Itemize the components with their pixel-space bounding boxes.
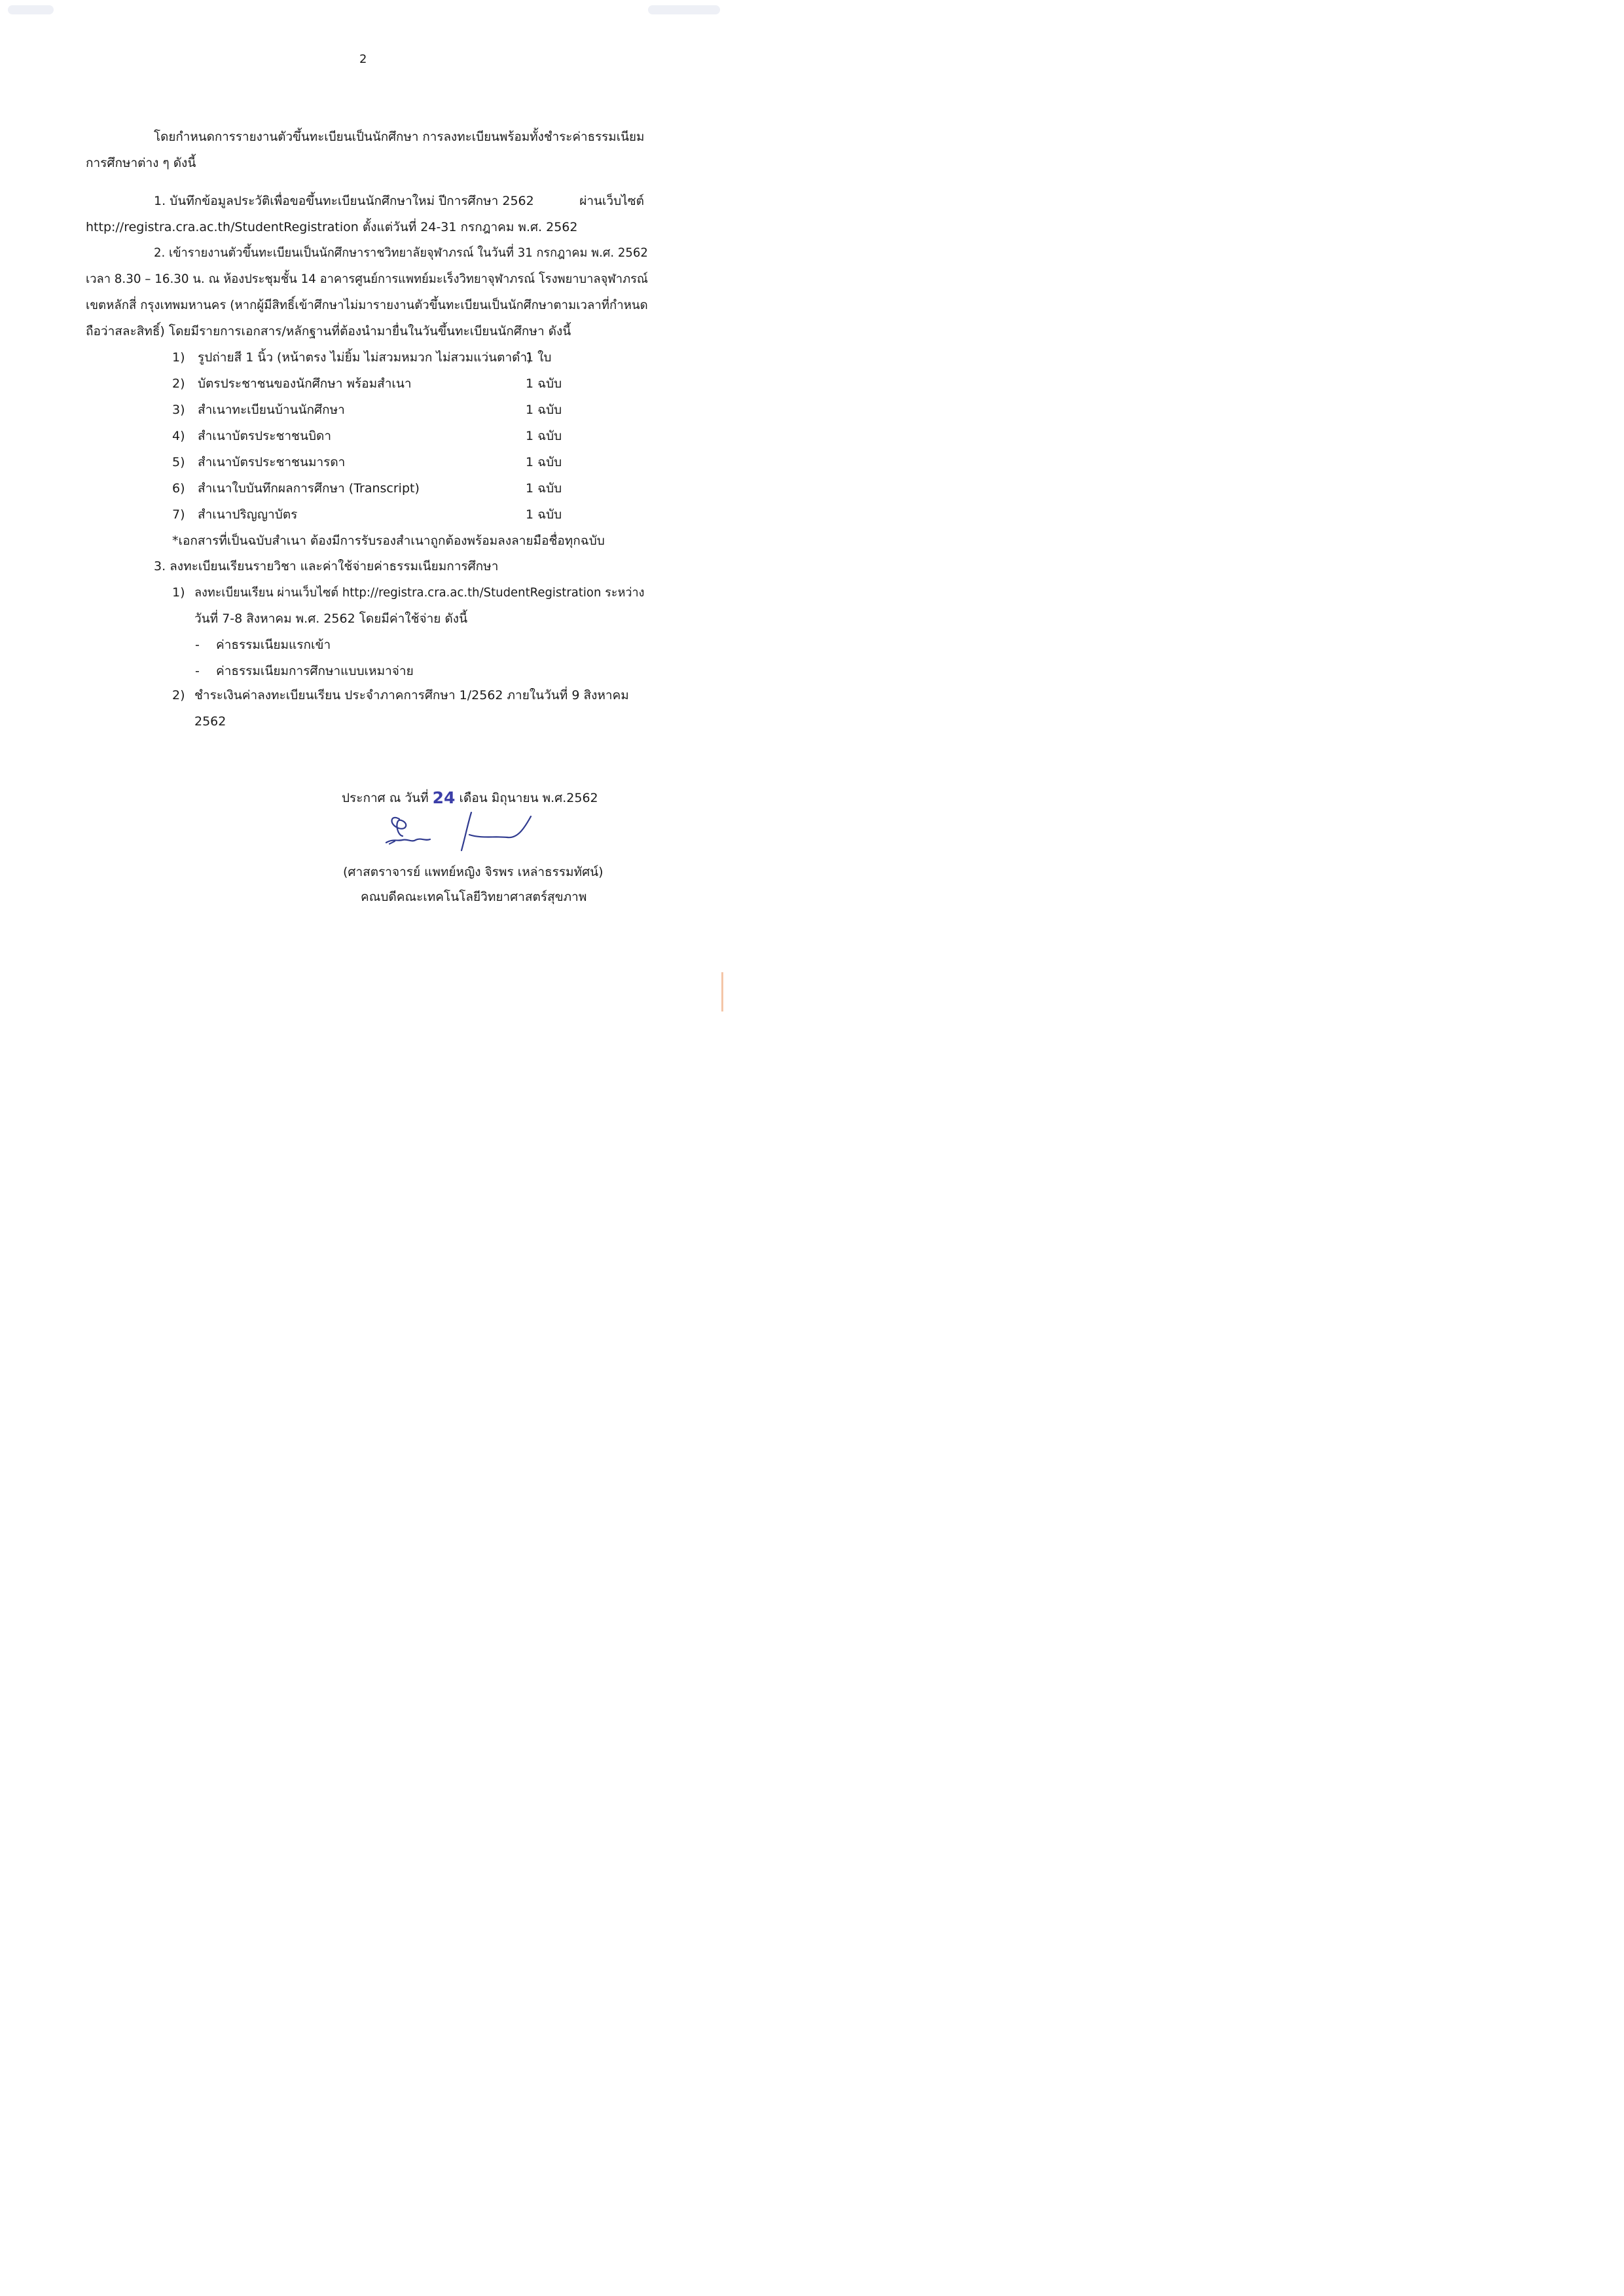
document-quantity: 1 ฉบับ (526, 403, 562, 417)
item-3-heading: 3. ลงทะเบียนเรียนรายวิชา และค่าใช้จ่ายค่าธรรมเนียมการศึกษา (154, 559, 499, 574)
fee-bullet: - (195, 638, 200, 652)
document-name: สำเนาปริญญาบัตร (198, 507, 298, 522)
item-1-website-label: ผ่านเว็บไซต์ (579, 194, 644, 208)
item-3-sub-1-number: 1) (172, 585, 185, 600)
document-quantity: 1 ฉบับ (526, 376, 562, 391)
announcement-prefix: ประกาศ ณ วันที่ (342, 791, 429, 805)
document-quantity: 1 ฉบับ (526, 429, 562, 443)
item-1-line-1 (154, 195, 644, 208)
announcement-day: 24 (432, 788, 456, 807)
copy-certification-note: *เอกสารที่เป็นฉบับสำเนา ต้องมีการรับรองสำเนาถูกต้องพร้อมลงลายมือชื่อทุกฉบับ (172, 534, 605, 548)
document-name: สำเนาทะเบียนบ้านนักศึกษา (198, 403, 345, 417)
intro-line-1: โดยกำหนดการรายงานตัวขึ้นทะเบียนเป็นนักศึกษา การลงทะเบียนพร้อมทั้งชำระค่าธรรมเนียม (154, 130, 645, 144)
announcement-month-year: เดือน มิถุนายน พ.ศ.2562 (459, 791, 598, 805)
document-quantity: 1 ฉบับ (526, 455, 562, 469)
document-name: สำเนาบัตรประชาชนมารดา (198, 455, 346, 469)
document-name: รูปถ่ายสี 1 นิ้ว (หน้าตรง ไม่ยิ้ม ไม่สวมหมวก ไม่สวมแว่นตาดำ) (198, 350, 532, 365)
intro-line-2: การศึกษาต่าง ๆ ดังนี้ (86, 156, 196, 170)
document-quantity: 1 ฉบับ (526, 481, 562, 496)
document-name: บัตรประชาชนของนักศึกษา พร้อมสำเนา (198, 376, 412, 391)
item-2-line-3: เขตหลักสี่ กรุงเทพมหานคร (หากผู้มีสิทธิ์เข้าศึกษาไม่มารายงานตัวขึ้นทะเบียนเป็นนักศึกษาตามเวลาที่กำหนด (86, 298, 648, 312)
signatory-title: คณบดีคณะเทคโนโลยีวิทยาศาสตร์สุขภาพ (361, 890, 587, 904)
item-3-sub-2-number: 2) (172, 688, 185, 702)
scan-edge-mark (721, 972, 723, 1011)
item-3-sub-2-line-2: 2562 (194, 714, 226, 729)
handwritten-signature (383, 810, 533, 854)
document-number: 2) (172, 376, 185, 391)
document-number: 7) (172, 507, 185, 522)
document-quantity: 1 ใบ (526, 350, 552, 365)
item-3-sub-2-line-1: ชำระเงินค่าลงทะเบียนเรียน ประจำภาคการศึกษา 1/2562 ภายในวันที่ 9 สิงหาคม (194, 688, 629, 702)
scan-smudge (648, 5, 720, 14)
item-2-line-1: 2. เข้ารายงานตัวขึ้นทะเบียนเป็นนักศึกษาราชวิทยาลัยจุฬาภรณ์ ในวันที่ 31 กรกฎาคม พ.ศ. 2562 (154, 246, 648, 260)
page-number: 2 (359, 52, 367, 66)
item-2-line-4: ถือว่าสละสิทธิ์) โดยมีรายการเอกสาร/หลักฐานที่ต้องนำมายื่นในวันขึ้นทะเบียนนักศึกษา ดังนี้ (86, 324, 571, 338)
document-number: 3) (172, 403, 185, 417)
item-1-text: 1. บันทึกข้อมูลประวัติเพื่อขอขึ้นทะเบียนนักศึกษาใหม่ ปีการศึกษา 2562 (154, 194, 534, 208)
scan-smudge (8, 5, 54, 14)
fee-item: ค่าธรรมเนียมการศึกษาแบบเหมาจ่าย (216, 664, 414, 678)
item-1-line-2: http://registra.cra.ac.th/StudentRegistration ตั้งแต่วันที่ 24-31 กรกฎาคม พ.ศ. 2562 (86, 220, 578, 234)
item-3-sub-1-line-1: ลงทะเบียนเรียน ผ่านเว็บไซต์ http://registra.cra.ac.th/StudentRegistration ระหว่าง (194, 585, 645, 600)
document-page (0, 0, 727, 1029)
document-number: 5) (172, 455, 185, 469)
document-number: 1) (172, 350, 185, 365)
document-quantity: 1 ฉบับ (526, 507, 562, 522)
fee-item: ค่าธรรมเนียมแรกเข้า (216, 638, 331, 652)
document-number: 6) (172, 481, 185, 496)
document-name: สำเนาใบบันทึกผลการศึกษา (Transcript) (198, 481, 420, 496)
document-number: 4) (172, 429, 185, 443)
fee-bullet: - (195, 664, 200, 678)
announcement-date (342, 790, 598, 806)
signatory-name: (ศาสตราจารย์ แพทย์หญิง จิรพร เหล่าธรรมทัศน์) (343, 865, 604, 879)
document-name: สำเนาบัตรประชาชนบิดา (198, 429, 332, 443)
item-3-sub-1-line-2: วันที่ 7-8 สิงหาคม พ.ศ. 2562 โดยมีค่าใช้จ่าย ดังนี้ (194, 611, 468, 626)
item-2-line-2: เวลา 8.30 – 16.30 น. ณ ห้องประชุมชั้น 14 อาคารศูนย์การแพทย์มะเร็งวิทยาจุฬาภรณ์ โรงพยาบาลจุฬาภรณ์ (86, 272, 648, 286)
